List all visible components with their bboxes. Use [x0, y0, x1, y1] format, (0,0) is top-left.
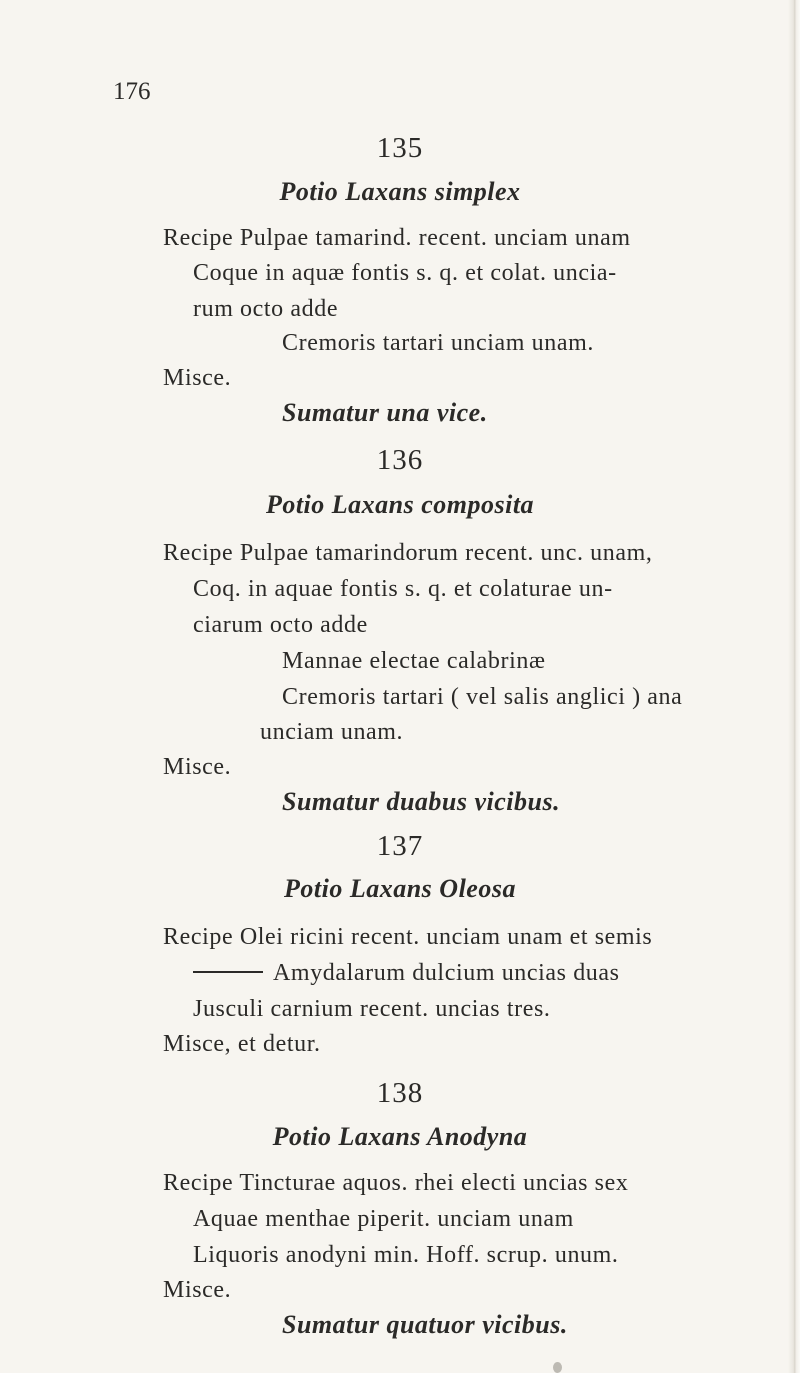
recipe-line: ciarum octo adde: [193, 612, 368, 638]
recipe-line: Cremoris tartari unciam unam.: [282, 330, 594, 356]
recipe-line: Liquoris anodyni min. Hoff. scrup. unum.: [193, 1242, 619, 1268]
recipe-line: Aquae menthae piperit. unciam unam: [193, 1206, 574, 1232]
recipe-line: Misce.: [163, 1277, 232, 1303]
recipe-title-138: Potio Laxans Anodyna: [272, 1122, 528, 1151]
recipe-line: Recipe Olei ricini recent. unciam unam et semis: [163, 924, 653, 950]
recipe-line: Recipe Pulpae tamarindorum recent. unc. unam,: [163, 540, 653, 566]
recipe-line: Recipe Tincturae aquos. rhei electi uncias sex: [163, 1170, 629, 1196]
recipe-line: Misce, et detur.: [163, 1031, 321, 1057]
page-number: 176: [113, 78, 151, 105]
recipe-line: Recipe Pulpae tamarind. recent. unciam unam: [163, 225, 631, 251]
recipe-signa-138: Sumatur quatuor vicibus.: [282, 1310, 568, 1339]
recipe-number-135: 135: [376, 132, 424, 164]
recipe-signa-135: Sumatur una vice.: [282, 398, 488, 427]
recipe-line: Coq. in aquae fontis s. q. et colaturae un-: [193, 576, 613, 602]
recipe-line: Misce.: [163, 754, 232, 780]
recipe-line: Coque in aquæ fontis s. q. et colat. uncia-: [193, 260, 617, 286]
recipe-number-137: 137: [376, 830, 424, 862]
recipe-signa-136: Sumatur duabus vicibus.: [282, 787, 561, 816]
recipe-number-138: 138: [376, 1077, 424, 1109]
paper-speck: [553, 1362, 562, 1373]
recipe-title-136: Potio Laxans composita: [265, 490, 535, 519]
recipe-number-136: 136: [376, 444, 424, 476]
ditto-dash: [193, 971, 263, 973]
recipe-line: Misce.: [163, 365, 232, 391]
recipe-line: unciam unam.: [260, 719, 404, 745]
recipe-line: Mannae electae calabrinæ: [282, 648, 546, 674]
recipe-line-with-dash: [193, 960, 620, 987]
recipe-title-135: Potio Laxans simplex: [279, 177, 521, 206]
recipe-line: Jusculi carnium recent. uncias tres.: [193, 996, 551, 1022]
recipe-line: rum octo adde: [193, 296, 339, 322]
recipe-title-137: Potio Laxans Oleosa: [284, 874, 516, 903]
recipe-line: Cremoris tartari ( vel salis anglici ) ana: [282, 684, 683, 710]
recipe-line-text: Amydalarum dulcium uncias duas: [273, 960, 620, 986]
